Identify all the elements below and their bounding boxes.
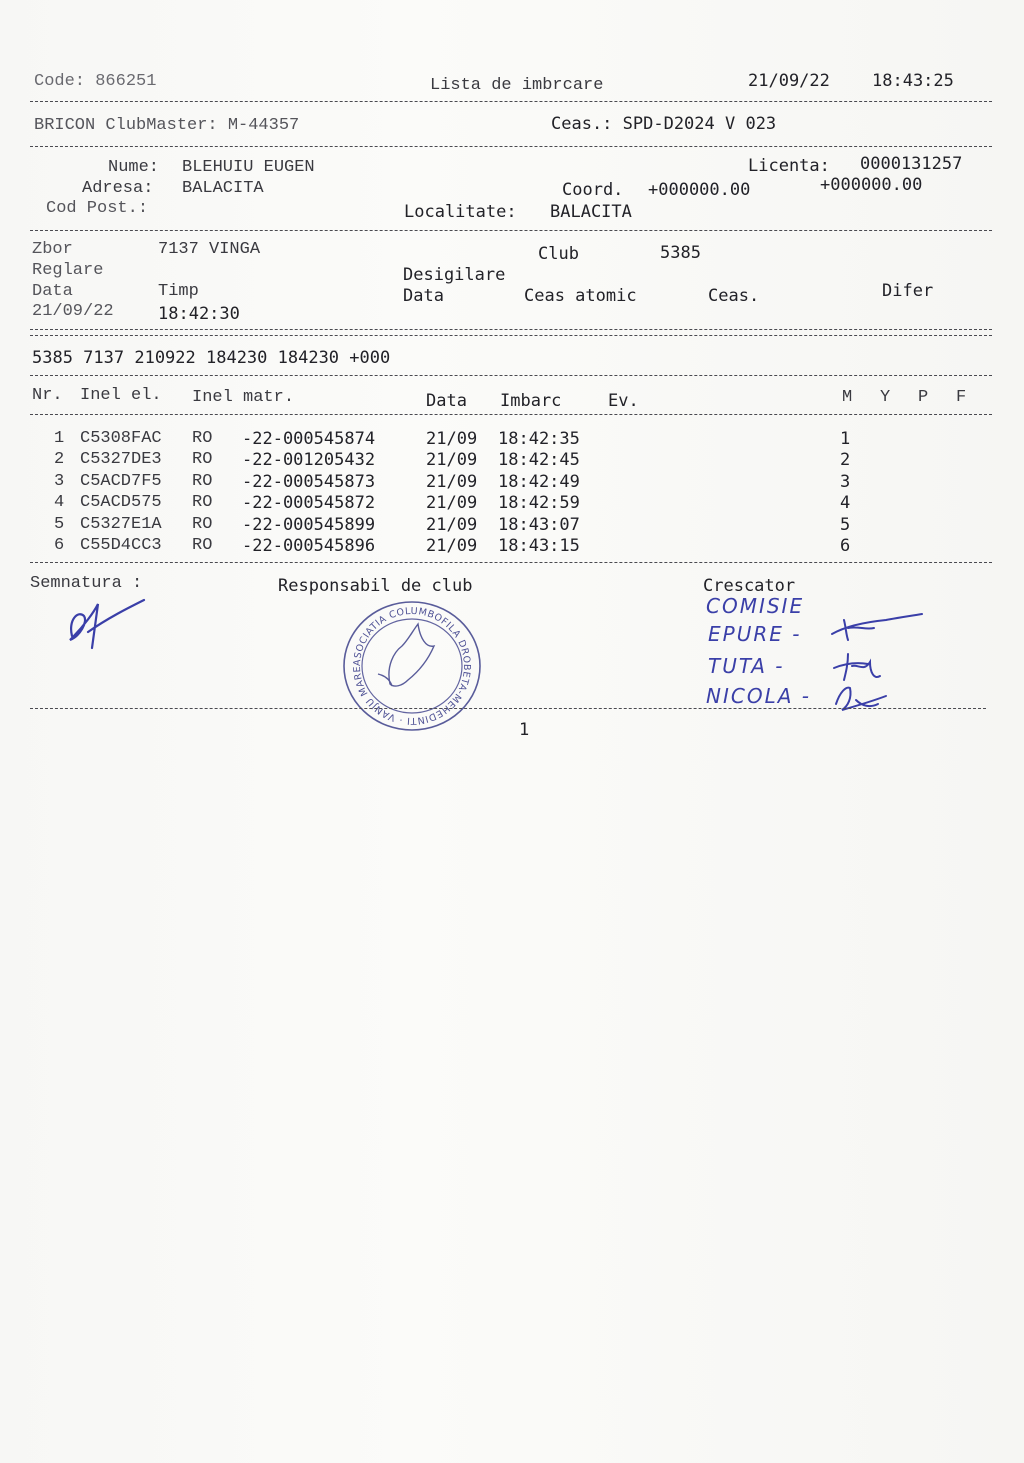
cell-m: 1	[840, 429, 851, 449]
flight-label: Zbor	[32, 240, 73, 259]
adjust-date: 21/09/22	[32, 302, 114, 321]
cell-ring-el: C5ACD575	[80, 493, 162, 513]
cell-m: 3	[840, 471, 851, 492]
cell-date: 21/09	[426, 471, 478, 492]
owner-name: BLEHUIU EUGEN	[182, 158, 315, 177]
unseal-date-label: Data	[403, 286, 444, 306]
date-label: Data	[32, 282, 73, 301]
col-f: F	[956, 388, 967, 407]
cell-ring-matr: -22-000545874	[242, 429, 376, 449]
name-label: Nume:	[108, 158, 160, 177]
initials-scribbles	[826, 606, 936, 722]
divider	[30, 329, 992, 330]
handwritten-line: NICOLA -	[706, 684, 811, 708]
cell-date: 21/09	[426, 514, 478, 535]
cell-nr: 1	[54, 429, 65, 448]
document-title: Lista de imbrcare	[430, 76, 604, 95]
cell-m: 6	[840, 536, 851, 556]
cell-country: RO	[192, 429, 213, 448]
col-nr: Nr.	[32, 386, 63, 405]
cell-date: 21/09	[426, 429, 478, 449]
license-value: 0000131257	[860, 154, 963, 174]
cell-m: 4	[840, 493, 851, 514]
cell-nr: 5	[54, 514, 65, 534]
cell-date: 21/09	[426, 450, 478, 471]
cell-time: 18:42:49	[498, 471, 580, 492]
col-m: M	[842, 388, 853, 407]
postal-label: Cod Post.:	[46, 199, 149, 218]
club-stamp	[338, 596, 486, 734]
cell-ring-matr: -22-000545873	[242, 471, 376, 492]
page-number: 1	[519, 720, 530, 740]
divider	[30, 562, 992, 563]
coord-label: Coord.	[562, 180, 624, 200]
license-label: Licenta:	[748, 156, 830, 176]
cell-country: RO	[192, 493, 213, 513]
col-p: P	[918, 388, 929, 407]
cell-country: RO	[192, 450, 213, 470]
cell-time: 18:43:15	[498, 536, 580, 556]
cell-time: 18:42:35	[498, 429, 580, 449]
svg-text:ASOCIATIA COLUMBOFILA DROBETA-: ASOCIATIA COLUMBOFILA DROBETA-MEHEDINTI · VANJU MARE	[351, 605, 473, 727]
cell-time: 18:42:45	[498, 450, 580, 471]
divider	[30, 375, 992, 376]
divider	[30, 708, 986, 709]
product-label: BRICON ClubMaster: M-44357	[34, 116, 300, 135]
cell-nr: 3	[54, 471, 65, 491]
coord-x: +000000.00	[648, 180, 751, 200]
atomic-clock-label: Ceas atomic	[524, 286, 637, 306]
clock-short-label: Ceas.	[708, 286, 760, 306]
unseal-label: Desigilare	[403, 265, 506, 285]
divider	[30, 414, 992, 415]
diff-label: Difer	[882, 281, 934, 301]
cell-m: 2	[840, 450, 851, 471]
col-ring-el: Inel el.	[80, 386, 162, 405]
code-label: Code: 866251	[34, 72, 157, 91]
club-value: 5385	[660, 243, 701, 263]
col-ev: Ev.	[608, 391, 639, 411]
coord-y: +000000.00	[820, 175, 923, 195]
cell-date: 21/09	[426, 493, 478, 514]
breeder-label: Crescator	[703, 576, 796, 596]
locality-value: BALACITA	[550, 202, 632, 222]
header-time: 18:43:25	[872, 71, 954, 91]
race-code-line: 5385 7137 210922 184230 184230 +000	[32, 348, 391, 368]
divider	[30, 146, 992, 147]
cell-nr: 4	[54, 493, 65, 513]
handwritten-line: COMISIE	[706, 594, 805, 618]
divider	[30, 101, 992, 102]
cell-time: 18:42:59	[498, 493, 580, 514]
signature-scribble	[58, 596, 154, 656]
adjust-label: Reglare	[32, 261, 104, 280]
cell-m: 5	[840, 514, 851, 535]
time-label: Timp	[158, 282, 199, 301]
handwritten-line: EPURE -	[708, 622, 802, 646]
cell-nr: 6	[54, 536, 65, 555]
divider	[30, 230, 992, 231]
col-ring-matr: Inel matr.	[192, 388, 295, 407]
cell-ring-matr: -22-000545896	[242, 536, 376, 556]
col-date: Data	[426, 391, 467, 411]
cell-ring-el: C5ACD7F5	[80, 471, 162, 491]
clock-label: Ceas.: SPD-D2024 V 023	[551, 114, 777, 134]
address-label: Adresa:	[82, 179, 154, 198]
signature-label: Semnatura :	[30, 574, 143, 593]
cell-ring-matr: -22-001205432	[242, 450, 376, 471]
cell-ring-matr: -22-000545899	[242, 514, 376, 535]
locality-label: Localitate:	[404, 202, 517, 222]
address-value: BALACITA	[182, 179, 264, 198]
cell-country: RO	[192, 471, 213, 491]
cell-country: RO	[192, 536, 213, 555]
handwritten-line: TUTA -	[708, 654, 785, 678]
cell-date: 21/09	[426, 536, 478, 556]
club-label: Club	[538, 244, 579, 264]
divider	[30, 335, 992, 336]
cell-ring-el: C5327DE3	[80, 450, 162, 470]
cell-time: 18:43:07	[498, 514, 580, 535]
club-responsible-label: Responsabil de club	[278, 576, 473, 596]
cell-ring-el: C55D4CC3	[80, 536, 162, 555]
cell-nr: 2	[54, 450, 65, 470]
cell-country: RO	[192, 514, 213, 534]
col-y: Y	[880, 388, 891, 407]
cell-ring-matr: -22-000545872	[242, 493, 376, 514]
header-date: 21/09/22	[748, 71, 830, 91]
cell-ring-el: C5308FAC	[80, 429, 162, 448]
cell-ring-el: C5327E1A	[80, 514, 162, 534]
col-embark: Imbarc	[500, 391, 562, 411]
adjust-time: 18:42:30	[158, 304, 240, 324]
flight-value: 7137 VINGA	[158, 240, 261, 259]
